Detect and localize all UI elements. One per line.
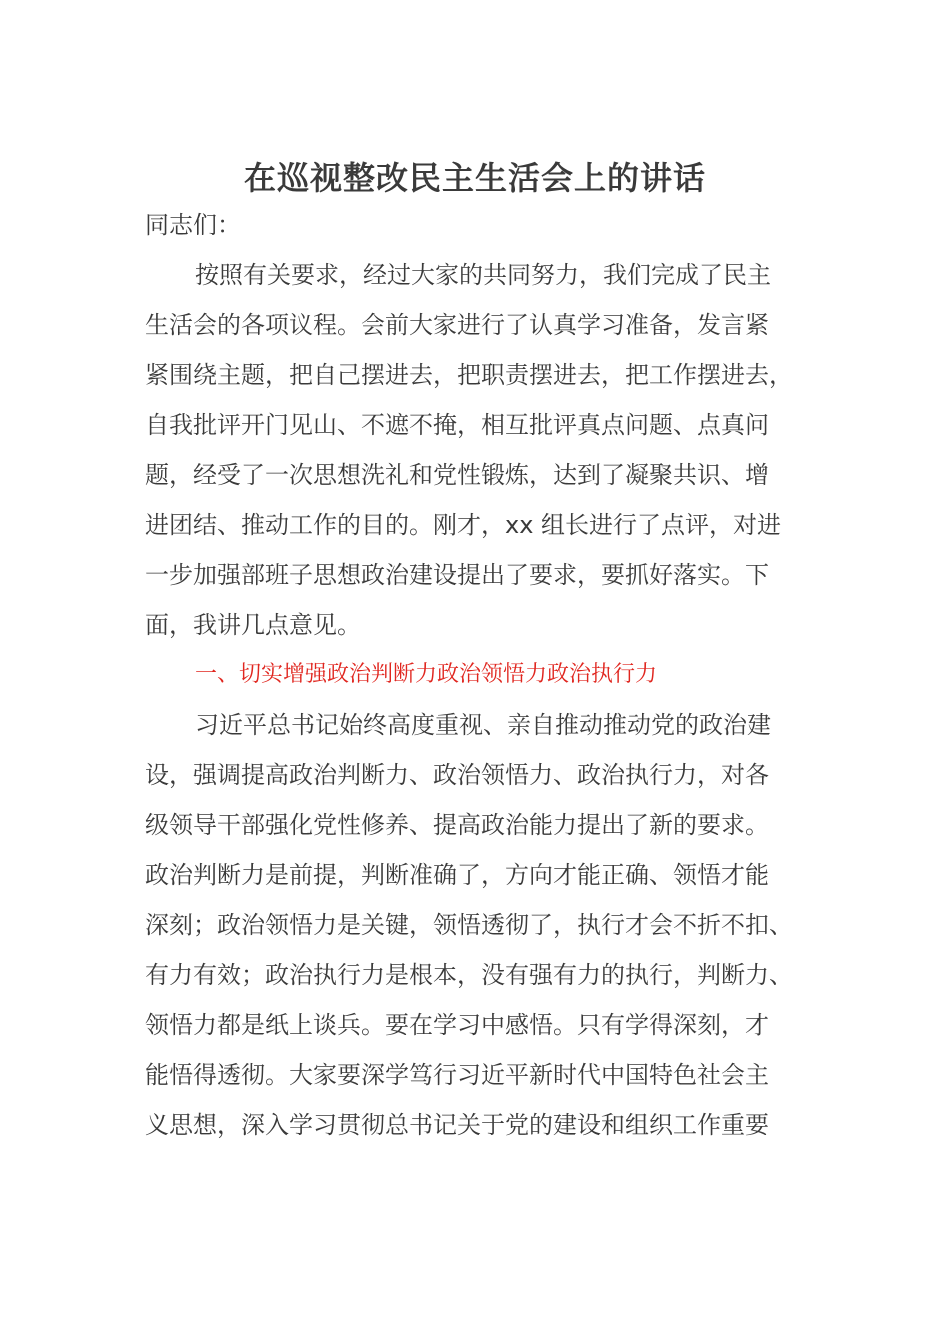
document-body: [145, 200, 810, 1150]
paragraph-line: 领悟力都是纸上谈兵。要在学习中感悟。只有学得深刻，才: [145, 1011, 769, 1039]
paragraph-line: 进团结、推动工作的目的。刚才，xx 组长进行了点评，对进: [145, 511, 782, 539]
paragraph-line: 自我批评开门见山、不遮不掩，相互批评真点问题、点真问: [145, 411, 769, 439]
paragraph-line: 级领导干部强化党性修养、提高政治能力提出了新的要求。: [145, 811, 769, 839]
document-title: 在巡视整改民主生活会上的讲话: [243, 159, 706, 197]
section-heading: 一、切实增强政治判断力政治领悟力政治执行力: [195, 662, 658, 687]
paragraph-line: 题，经受了一次思想洗礼和党性锻炼，达到了凝聚共识、增: [145, 461, 769, 489]
paragraph-line: 能悟得透彻。大家要深学笃行习近平新时代中国特色社会主: [145, 1061, 769, 1089]
paragraph-line: 紧围绕主题，把自己摆进去，把职责摆进去，把工作摆进去，: [145, 361, 793, 389]
paragraph-line: 面，我讲几点意见。: [145, 611, 361, 639]
paragraph-line: 有力有效；政治执行力是根本，没有强有力的执行，判断力、: [145, 961, 793, 989]
paragraph-line: 义思想，深入学习贯彻总书记关于党的建设和组织工作重要: [145, 1111, 769, 1139]
paragraph-line: 深刻；政治领悟力是关键，领悟透彻了，执行才会不折不扣、: [145, 911, 793, 939]
paragraph-line: 习近平总书记始终高度重视、亲自推动推动党的政治建: [195, 711, 771, 739]
paragraph-line: 生活会的各项议程。会前大家进行了认真学习准备，发言紧: [145, 311, 769, 339]
paragraph-line: 一步加强部班子思想政治建设提出了要求，要抓好落实。下: [145, 561, 769, 589]
paragraph-line: 政治判断力是前提，判断准确了，方向才能正确、领悟才能: [145, 861, 769, 889]
paragraph-line: 设，强调提高政治判断力、政治领悟力、政治执行力，对各: [145, 761, 769, 789]
paragraph-line: 按照有关要求，经过大家的共同努力，我们完成了民主: [195, 261, 771, 289]
salutation: 同志们：: [145, 211, 241, 239]
